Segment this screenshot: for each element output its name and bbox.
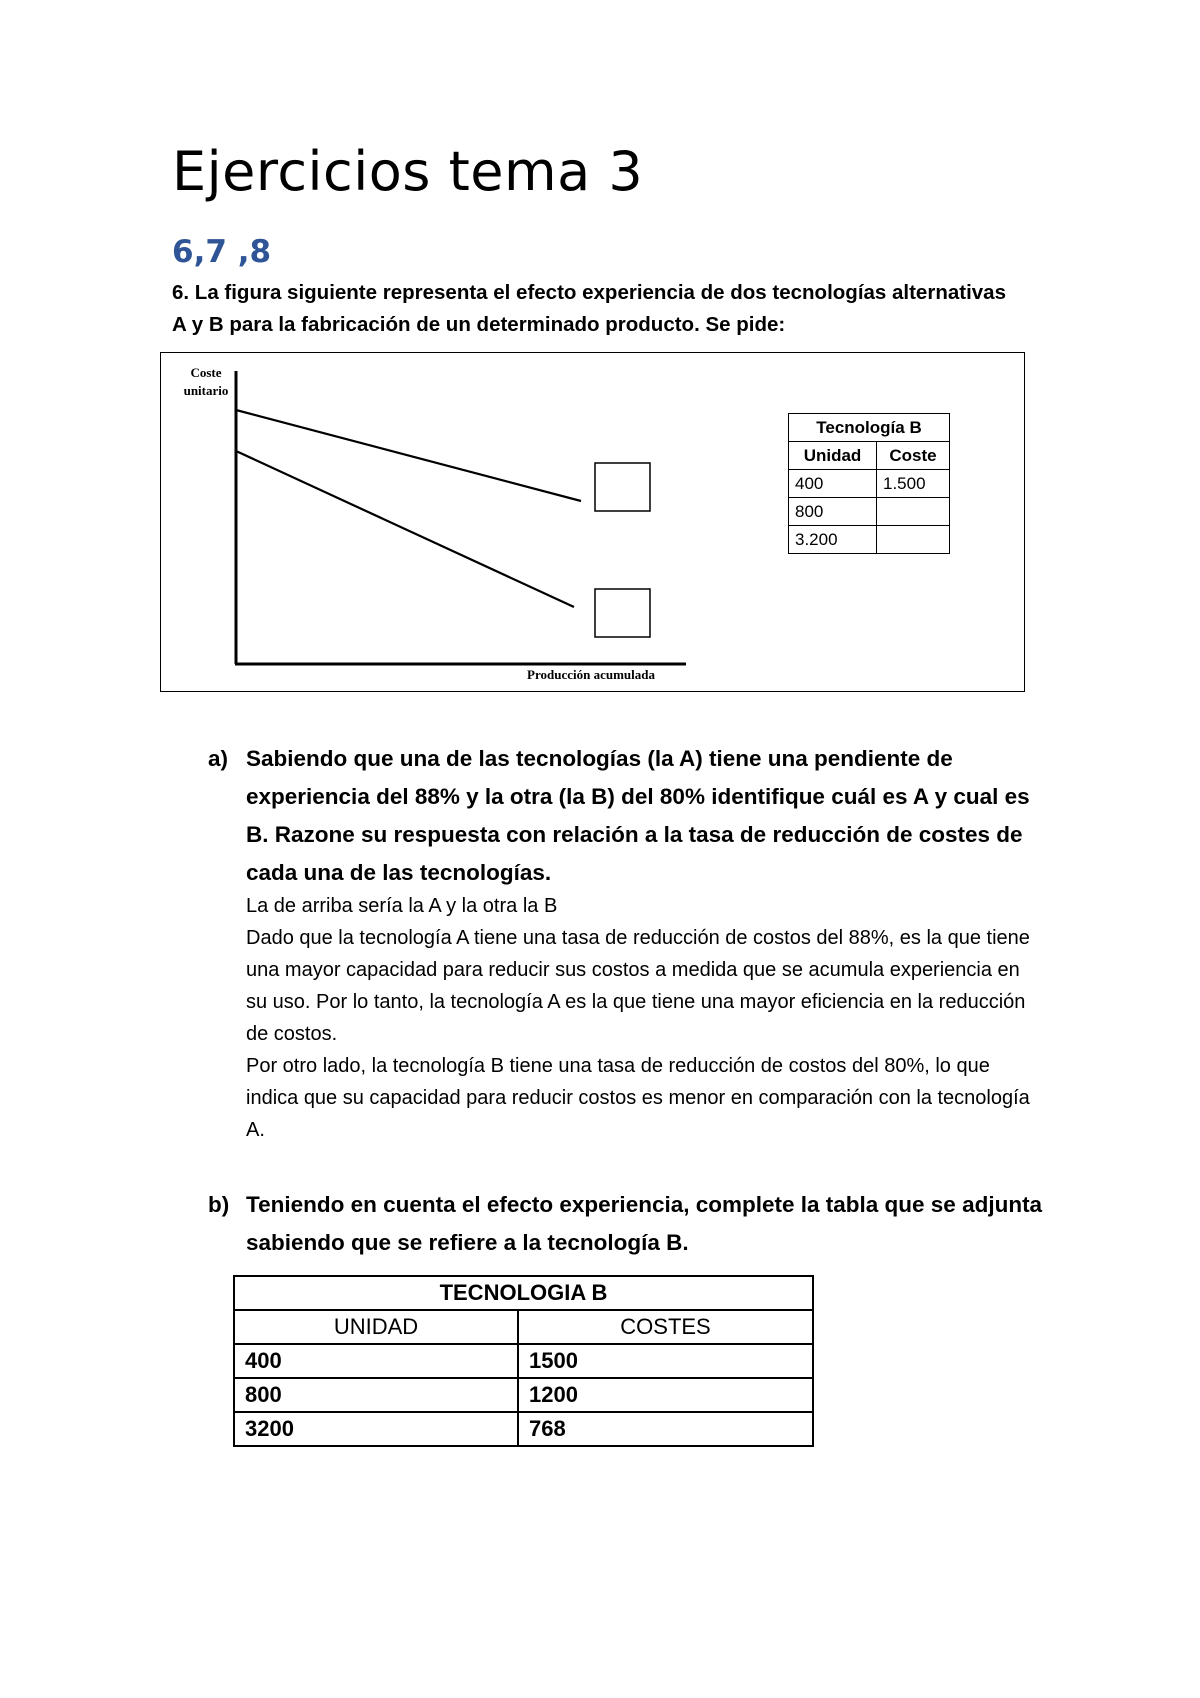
result-table-cell: 3200 [234,1412,518,1446]
figure-table-cell [877,526,950,554]
result-table-tecnologia-b [233,1275,814,1447]
answer-a-paragraph-2: Dado que la tecnología A tiene una tasa de reducción de costos del 88%, es la que tiene una mayor capacidad para reducir sus costos a medida que se acumula experiencia en su uso. Por lo tanto, la tecnología A es la que tiene una mayor eficiencia en la reducción de costos. [246,927,1030,1045]
figure-table-cell: 3.200 [789,526,877,554]
lower-curve-line [236,451,574,607]
figure-table-cell: 800 [789,498,877,526]
figure-table-header-unidad: Unidad [789,442,877,470]
answer-a-paragraph-3: Por otro lado, la tecnología B tiene una tasa de reducción de costos del 80%, lo que indica que su capacidad para reducir costos es menor en comparación con la tecnología A. [246,1055,1030,1141]
upper-curve-label-box [595,463,650,511]
answer-a-paragraph-1: La de arriba sería la A y la otra la B [246,895,558,917]
answer-a [246,890,1046,1146]
result-table-cell: 400 [234,1344,518,1378]
page-subtitle: 6,7 ,8 [172,234,272,270]
figure-table-cell [877,498,950,526]
figure-table-row [789,470,950,498]
x-axis-label: Producción acumulada [527,667,655,682]
question-b-text: Teniendo en cuenta el efecto experiencia, complete la tabla que se adjunta sabiendo que se refiere a la tecnología B. [246,1192,1043,1255]
figure-table-row [789,498,950,526]
result-table-cell: 800 [234,1378,518,1412]
result-table-cell: 768 [518,1412,813,1446]
table-row [234,1344,813,1378]
y-axis-label-line-2: unitario [183,383,229,398]
figure-table-header-coste: Coste [877,442,950,470]
page-title: Ejercicios tema 3 [172,140,644,203]
figure-table-tecnologia-b [788,413,950,554]
figure-table-cell: 1.500 [877,470,950,498]
figure-table-row [789,526,950,554]
question-a-text: Sabiendo que una de las tecnologías (la A) tiene una pendiente de experiencia del 88% y la otra (la B) del 80% identifique cuál es A y cual es B. Razone su respuesta con relación a la tasa de reducción de costes de cada una de las tecnologías. [246,746,1030,885]
exercise-intro [172,277,1052,341]
table-row [234,1412,813,1446]
question-a-letter: a) [208,746,229,771]
lower-curve-label-box [595,589,650,637]
result-table-header-costes: COSTES [518,1310,813,1344]
intro-line-1: 6. La figura siguiente representa el efecto experiencia de dos tecnologías alternativas [172,281,1006,304]
result-table-cell: 1500 [518,1344,813,1378]
table-row [234,1378,813,1412]
intro-line-2: A y B para la fabricación de un determinado producto. Se pide: [172,313,786,336]
y-axis-label-line-1: Coste [190,365,222,380]
result-table-cell: 1200 [518,1378,813,1412]
result-table-header-unidad: UNIDAD [234,1310,518,1344]
figure-table-cell: 400 [789,470,877,498]
upper-curve-line [236,410,581,501]
result-table-title: TECNOLOGIA B [234,1276,813,1310]
question-b-letter: b) [208,1192,230,1217]
figure-table-title: Tecnología B [789,414,950,442]
